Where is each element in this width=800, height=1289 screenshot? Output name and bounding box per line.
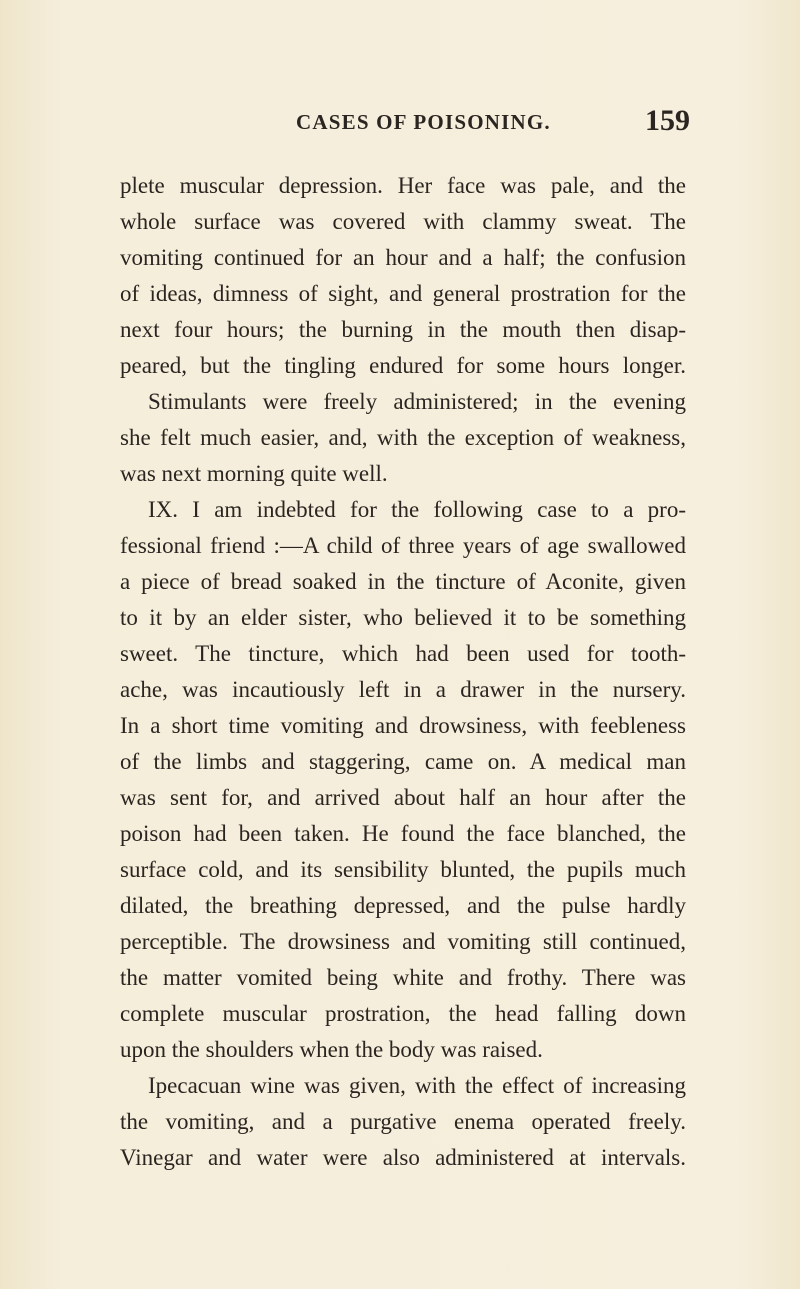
text-line: ache, was incautiously left in a drawer in the nursery. bbox=[120, 677, 686, 702]
text-line: the matter vomited being white and frothy. There was bbox=[120, 965, 686, 990]
text-line: upon the shoulders when the body was raised. bbox=[120, 1037, 543, 1062]
text-line: Ipecacuan wine was given, with the effect of increasing bbox=[148, 1073, 686, 1098]
text-line: peared, but the tingling endured for some hours longer. bbox=[120, 353, 686, 378]
text-line: next four hours; the burning in the mouth then disap- bbox=[120, 317, 686, 342]
text-line: vomiting continued for an hour and a half; the confusion bbox=[120, 245, 686, 270]
text-line: Vinegar and water were also administered at intervals. bbox=[120, 1145, 686, 1170]
text-line: Stimulants were freely administered; in the evening bbox=[148, 389, 686, 414]
text-line: of the limbs and staggering, came on. A medical man bbox=[120, 749, 686, 774]
text-line: plete muscular depression. Her face was pale, and the bbox=[120, 173, 686, 198]
text-line: to it by an elder sister, who believed it to be something bbox=[120, 605, 686, 630]
text-line: a piece of bread soaked in the tincture of Aconite, given bbox=[120, 569, 686, 594]
text-line: whole surface was covered with clammy sweat. The bbox=[120, 209, 686, 234]
page-number: 159 bbox=[645, 104, 690, 137]
running-head bbox=[122, 104, 690, 142]
text-line: fessional friend :—A child of three years of age swallowed bbox=[120, 533, 686, 558]
text-line: was sent for, and arrived about half an hour after the bbox=[120, 785, 686, 810]
text-line: poison had been taken. He found the face blanched, the bbox=[120, 821, 686, 846]
text-line: In a short time vomiting and drowsiness, with feebleness bbox=[120, 713, 686, 738]
text-line: sweet. The tincture, which had been used for tooth- bbox=[120, 641, 686, 666]
text-line: perceptible. The drowsiness and vomiting still continued, bbox=[120, 929, 686, 954]
text-line: was next morning quite well. bbox=[120, 461, 388, 486]
text-line: IX. I am indebted for the following case to a pro- bbox=[148, 497, 686, 522]
text-line: surface cold, and its sensibility blunted, the pupils much bbox=[120, 857, 686, 882]
text-line: complete muscular prostration, the head falling down bbox=[120, 1001, 686, 1026]
text-line: the vomiting, and a purgative enema operated freely. bbox=[120, 1109, 686, 1134]
text-line: dilated, the breathing depressed, and the pulse hardly bbox=[120, 893, 686, 918]
body-text bbox=[120, 168, 686, 1176]
text-line: of ideas, dimness of sight, and general prostration for the bbox=[120, 281, 686, 306]
text-line: she felt much easier, and, with the exception of weakness, bbox=[120, 425, 686, 450]
running-title: CASES OF POISONING. bbox=[296, 110, 551, 134]
